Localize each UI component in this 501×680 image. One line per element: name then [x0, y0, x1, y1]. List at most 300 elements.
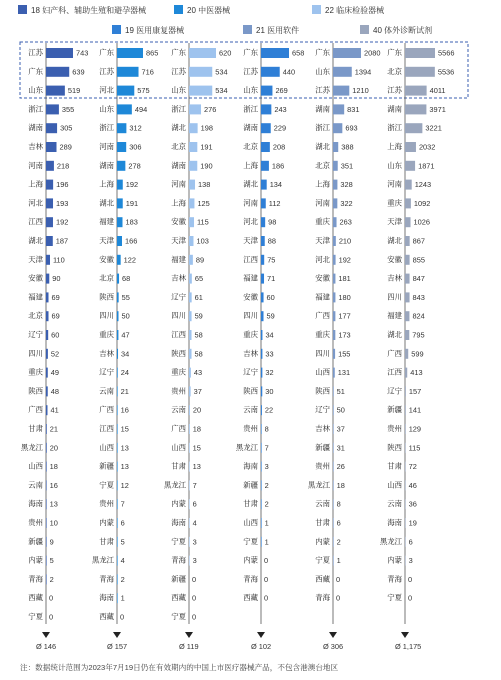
bar	[333, 518, 334, 528]
category-label: 浙江	[171, 104, 186, 114]
bar	[333, 198, 337, 208]
category-label: 安徽	[28, 273, 43, 283]
value-label: 173	[338, 330, 351, 340]
bar	[189, 330, 192, 340]
bar	[261, 48, 289, 58]
value-label: 18	[192, 424, 202, 434]
bar	[46, 217, 53, 227]
category-label: 广东	[243, 48, 258, 57]
value-label: 0	[192, 574, 197, 584]
bar	[189, 86, 212, 96]
bar	[405, 104, 426, 114]
bar	[261, 236, 265, 246]
category-label: 西藏	[243, 593, 258, 603]
value-label: 37	[193, 386, 202, 396]
value-label: 192	[125, 180, 139, 190]
bar	[261, 518, 262, 528]
category-label: 黑龙江	[91, 555, 114, 565]
value-label: 125	[197, 198, 210, 208]
bar	[333, 537, 334, 547]
column-total: Ø 102	[251, 642, 272, 651]
bar	[46, 48, 73, 58]
bar	[117, 274, 119, 284]
value-label: 18	[336, 480, 345, 490]
value-label: 61	[194, 292, 203, 302]
category-label: 陕西	[171, 348, 186, 358]
bar	[333, 330, 335, 340]
value-label: 5536	[437, 67, 455, 77]
value-label: 55	[121, 292, 130, 302]
bar	[46, 104, 59, 114]
category-label: 云南	[243, 405, 258, 415]
value-label: 196	[56, 180, 69, 190]
bar	[261, 123, 271, 133]
value-label: 4	[120, 556, 125, 566]
value-label: 6	[336, 518, 341, 528]
value-label: 1092	[413, 198, 431, 208]
category-label: 河南	[243, 198, 258, 208]
down-arrow-icon	[42, 632, 50, 638]
value-label: 122	[123, 255, 137, 265]
category-label: 江苏	[315, 85, 330, 95]
bar	[333, 311, 335, 321]
value-label: 210	[338, 236, 352, 246]
category-label: 江西	[28, 217, 43, 227]
value-label: 5566	[438, 48, 455, 58]
bar	[333, 368, 335, 378]
category-label: 陕西	[28, 386, 43, 396]
value-label: 243	[274, 104, 287, 114]
category-label: 辽宁	[99, 367, 114, 377]
value-label: 48	[50, 386, 59, 396]
value-label: 16	[49, 480, 58, 490]
value-label: 218	[56, 161, 70, 171]
category-label: 辽宁	[387, 386, 402, 396]
value-label: 20	[192, 405, 202, 415]
chart-column	[236, 43, 305, 651]
bar	[189, 349, 192, 359]
column-total: Ø 1,175	[395, 642, 422, 651]
bar	[189, 443, 190, 453]
category-label: 湖南	[28, 123, 43, 133]
category-label: 北京	[387, 66, 402, 76]
category-label: 贵州	[171, 386, 186, 396]
value-label: 1210	[352, 86, 369, 96]
bar	[405, 217, 411, 227]
category-label: 湖南	[171, 160, 186, 170]
category-label: 内蒙	[243, 555, 258, 565]
category-label: 陕西	[243, 386, 258, 396]
category-label: 黑龙江	[235, 442, 258, 452]
bar	[189, 255, 193, 265]
category-label: 上海	[28, 179, 43, 189]
value-label: 1871	[418, 161, 435, 171]
category-label: 重庆	[243, 330, 258, 339]
category-label: 福建	[99, 217, 114, 227]
bar	[405, 368, 407, 378]
value-label: 112	[268, 198, 281, 208]
bar	[405, 48, 435, 58]
category-label: 浙江	[28, 104, 43, 114]
bar	[261, 86, 272, 96]
category-label: 新疆	[28, 536, 43, 546]
value-label: 7	[192, 480, 197, 490]
value-label: 10	[49, 518, 58, 528]
bar	[405, 198, 411, 208]
value-label: 65	[194, 274, 204, 284]
category-label: 山西	[28, 461, 43, 471]
bar	[117, 236, 122, 246]
bar	[405, 161, 415, 171]
bar	[405, 67, 435, 77]
value-label: 192	[55, 217, 69, 227]
category-label: 河南	[171, 179, 186, 189]
bar	[46, 330, 48, 340]
category-label: 山东	[171, 85, 186, 95]
category-label: 北京	[28, 311, 43, 321]
value-label: 166	[124, 236, 138, 246]
category-label: 安徽	[99, 254, 114, 264]
bar	[189, 556, 190, 566]
category-label: 宁夏	[387, 593, 402, 603]
category-label: 海南	[99, 593, 114, 603]
bar	[261, 161, 269, 171]
category-label: 广西	[171, 424, 186, 433]
category-label: 宁夏	[243, 536, 258, 546]
category-label: 湖南	[315, 104, 330, 114]
category-label: 安徽	[315, 273, 330, 283]
bar	[46, 86, 65, 96]
category-label: 四川	[99, 311, 114, 321]
bar	[189, 368, 191, 378]
value-label: 3	[408, 556, 413, 566]
category-label: 湖南	[387, 104, 402, 114]
value-label: 49	[50, 368, 60, 378]
value-label: 26	[336, 462, 345, 472]
category-label: 广西	[99, 405, 114, 415]
column-total: Ø 119	[179, 642, 199, 651]
value-label: 59	[194, 311, 203, 321]
value-label: 867	[412, 236, 426, 246]
category-label: 陕西	[387, 442, 402, 452]
value-label: 9	[49, 537, 54, 547]
value-label: 30	[265, 386, 274, 396]
category-label: 山东	[99, 104, 114, 114]
category-label: 湖北	[28, 236, 43, 245]
bar	[189, 499, 190, 509]
value-label: 43	[193, 368, 203, 378]
bar	[189, 405, 190, 415]
value-label: 187	[55, 236, 69, 246]
category-label: 新疆	[171, 574, 186, 584]
bar	[117, 480, 118, 490]
bar	[189, 198, 194, 208]
value-label: 115	[408, 443, 421, 453]
bar	[333, 123, 342, 133]
bar	[333, 104, 344, 114]
bar	[333, 424, 334, 434]
category-label: 湖南	[99, 160, 114, 170]
bar	[117, 311, 119, 321]
category-label: 浙江	[315, 123, 330, 133]
category-label: 海南	[171, 518, 186, 527]
value-label: 21	[120, 386, 129, 396]
value-label: 312	[129, 123, 142, 133]
value-label: 21	[49, 424, 58, 434]
bar	[117, 104, 132, 114]
category-label: 宁夏	[171, 612, 186, 621]
value-label: 181	[338, 274, 351, 284]
category-label: 内蒙	[28, 555, 43, 565]
legend	[18, 5, 432, 35]
bar	[189, 123, 198, 133]
value-label: 5	[49, 556, 54, 566]
bar	[261, 424, 262, 434]
bar	[333, 48, 361, 58]
value-label: 3	[192, 556, 197, 566]
value-label: 186	[271, 161, 285, 171]
category-label: 甘肃	[28, 424, 43, 433]
value-label: 13	[120, 443, 129, 453]
bar	[261, 255, 264, 265]
value-label: 131	[337, 368, 351, 378]
value-label: 13	[192, 462, 201, 472]
bar	[189, 180, 195, 190]
bar	[46, 255, 50, 265]
footnote: 注：数据统计范围为2023年7月19日仍在有效期内的中国上市医疗器械产品，不包含港澳台地区	[20, 663, 339, 672]
value-label: 208	[272, 142, 286, 152]
value-label: 177	[338, 311, 351, 321]
value-label: 575	[137, 86, 150, 96]
value-label: 191	[125, 198, 139, 208]
bar	[333, 255, 336, 265]
value-label: 34	[121, 349, 130, 359]
legend-label: 21 医用软件	[256, 26, 300, 35]
bar	[333, 161, 338, 171]
category-label: 辽宁	[243, 367, 258, 377]
category-label: 广西	[28, 405, 43, 415]
bar	[333, 499, 334, 509]
bar	[333, 236, 336, 246]
category-label: 广东	[171, 48, 186, 57]
category-label: 西藏	[99, 612, 114, 621]
category-label: 山东	[387, 160, 402, 170]
chart-column	[92, 43, 159, 651]
bar	[333, 274, 335, 284]
category-label: 重庆	[99, 330, 114, 339]
category-label: 甘肃	[315, 518, 330, 527]
category-label: 河南	[99, 142, 114, 151]
bar	[333, 405, 334, 415]
value-label: 190	[200, 161, 213, 171]
category-label: 吉林	[171, 273, 186, 283]
category-label: 青海	[315, 593, 330, 603]
value-label: 89	[195, 255, 205, 265]
chart-column	[308, 43, 381, 651]
bar	[261, 386, 262, 396]
bar	[261, 537, 262, 547]
bar	[117, 499, 118, 509]
value-label: 3221	[425, 123, 442, 133]
legend-label: 18 妇产科、辅助生殖和避孕器械	[31, 6, 147, 15]
value-label: 138	[198, 180, 211, 190]
value-label: 0	[336, 593, 341, 603]
value-label: 31	[336, 443, 345, 453]
bar	[189, 67, 212, 77]
value-label: 743	[76, 48, 89, 58]
category-label: 广西	[387, 348, 402, 358]
value-label: 75	[267, 255, 276, 265]
bar	[189, 424, 190, 434]
value-label: 4011	[429, 86, 446, 96]
category-label: 内蒙	[99, 518, 114, 527]
column-total: Ø 146	[36, 642, 57, 651]
legend-label: 20 中医器械	[187, 6, 231, 15]
value-label: 0	[264, 574, 269, 584]
value-label: 276	[204, 104, 217, 114]
bar	[405, 236, 410, 246]
category-label: 湖北	[387, 330, 402, 339]
bar	[261, 67, 280, 77]
bar	[46, 462, 47, 472]
down-arrow-icon	[185, 632, 193, 638]
chart-column	[380, 43, 455, 651]
category-label: 甘肃	[99, 536, 114, 546]
category-label: 黑龙江	[379, 536, 402, 546]
legend-swatch	[360, 25, 369, 34]
value-label: 72	[408, 462, 417, 472]
bar	[405, 142, 416, 152]
value-label: 198	[200, 123, 213, 133]
value-label: 0	[120, 612, 125, 622]
bar	[405, 292, 410, 302]
value-label: 155	[338, 349, 351, 359]
value-label: 1	[264, 518, 269, 528]
category-label: 陕西	[99, 292, 114, 302]
bar	[46, 236, 53, 246]
value-label: 90	[52, 274, 61, 284]
bar	[189, 537, 190, 547]
bar	[405, 424, 406, 434]
category-label: 宁夏	[315, 555, 330, 565]
value-label: 322	[340, 198, 353, 208]
value-label: 388	[341, 142, 354, 152]
category-label: 安徽	[387, 254, 402, 264]
value-label: 831	[347, 104, 360, 114]
value-label: 2	[264, 480, 269, 490]
value-label: 0	[264, 593, 269, 603]
category-label: 云南	[387, 499, 402, 509]
value-label: 13	[120, 462, 129, 472]
value-label: 534	[215, 67, 228, 77]
bar	[261, 480, 262, 490]
legend-swatch	[312, 5, 321, 14]
value-label: 58	[194, 349, 203, 359]
category-label: 青海	[171, 555, 186, 565]
value-label: 440	[282, 67, 296, 77]
bar	[46, 518, 47, 528]
category-label: 四川	[243, 311, 258, 321]
bar	[333, 386, 334, 396]
category-label: 江苏	[99, 66, 114, 76]
bar	[46, 198, 53, 208]
down-arrow-icon	[329, 632, 337, 638]
value-label: 824	[412, 311, 425, 321]
category-label: 黑龙江	[20, 442, 43, 452]
bar	[46, 67, 69, 77]
category-label: 内蒙	[171, 499, 186, 509]
value-label: 2080	[364, 48, 381, 58]
value-label: 193	[56, 198, 69, 208]
category-label: 河南	[387, 179, 402, 189]
bar	[261, 499, 262, 509]
category-label: 山东	[243, 85, 258, 95]
bar	[333, 217, 337, 227]
category-label: 吉林	[243, 348, 258, 358]
value-label: 47	[121, 330, 130, 340]
value-label: 6	[192, 499, 197, 509]
value-label: 12	[120, 480, 129, 490]
category-label: 江西	[171, 330, 186, 339]
category-label: 山西	[243, 518, 258, 527]
bar	[46, 123, 57, 133]
value-label: 1394	[354, 67, 372, 77]
column-total: Ø 157	[107, 642, 128, 651]
value-label: 20	[49, 443, 58, 453]
category-label: 海南	[243, 461, 258, 471]
category-label: 辽宁	[28, 330, 43, 339]
value-label: 59	[266, 311, 275, 321]
down-arrow-icon	[401, 632, 409, 638]
category-label: 云南	[315, 499, 330, 509]
bar	[46, 274, 49, 284]
bar	[46, 368, 48, 378]
value-label: 4	[192, 518, 197, 528]
category-label: 宁夏	[28, 612, 43, 621]
category-label: 新疆	[243, 480, 258, 490]
category-label: 四川	[315, 348, 330, 358]
bar	[261, 330, 262, 340]
value-label: 71	[267, 274, 276, 284]
category-label: 福建	[243, 273, 258, 283]
bar	[46, 574, 47, 584]
category-label: 天津	[99, 236, 114, 245]
bar	[261, 443, 262, 453]
category-label: 陕西	[315, 386, 330, 396]
category-label: 四川	[28, 348, 43, 358]
category-label: 江苏	[28, 48, 43, 57]
bar	[189, 292, 192, 302]
bar	[117, 537, 118, 547]
value-label: 355	[61, 104, 75, 114]
value-label: 843	[412, 292, 425, 302]
category-label: 河南	[315, 198, 330, 208]
bar	[405, 330, 409, 340]
bar	[333, 86, 349, 96]
category-label: 辽宁	[315, 405, 330, 415]
category-label: 新疆	[315, 442, 330, 452]
category-label: 四川	[171, 311, 186, 321]
value-label: 37	[336, 424, 345, 434]
category-label: 甘肃	[171, 461, 186, 471]
value-label: 16	[120, 405, 129, 415]
value-label: 157	[408, 386, 422, 396]
value-label: 3	[192, 537, 197, 547]
category-label: 北京	[243, 142, 258, 151]
bar	[261, 198, 266, 208]
bar	[46, 537, 47, 547]
bar	[189, 104, 201, 114]
